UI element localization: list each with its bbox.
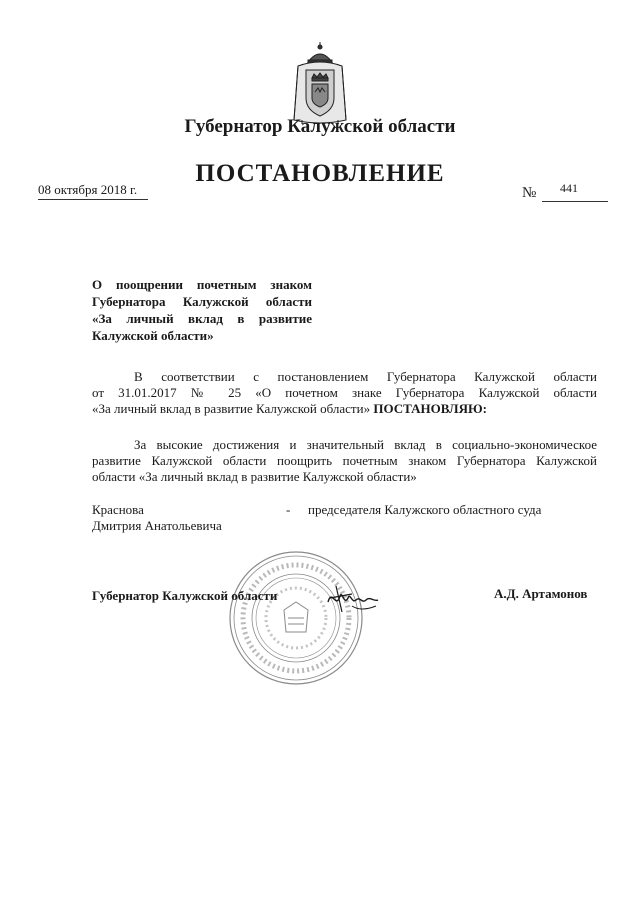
document-date: 08 октября 2018 г. [38, 182, 148, 200]
signer-name: А.Д. Артамонов [494, 586, 588, 601]
recipient-dash: - [286, 502, 291, 517]
paragraph-line: За высокие достижения и значительный вклад в социально-экономическое [134, 437, 597, 452]
document-number [522, 181, 610, 203]
preamble-paragraph [92, 369, 597, 417]
recipient-surname: Краснова [92, 502, 144, 517]
subject-line: Калужской области» [92, 328, 214, 343]
operative-paragraph [92, 437, 597, 485]
coat-of-arms-icon [288, 40, 352, 126]
number-value: 441 [560, 181, 578, 195]
paragraph-text: «За личный вклад в развитие Калужской области» [92, 401, 371, 416]
subject-line: Губернатора Калужской области [92, 294, 312, 309]
issuing-authority: Губернатор Калужской области [184, 116, 456, 137]
number-sign: № [522, 185, 537, 201]
paragraph-line: В соответствии с постановлением Губернатора Калужской области [134, 369, 597, 384]
paragraph-line: развитие Калужской области поощрить почетным знаком Губернатора Калужской [92, 453, 597, 468]
recipient-position: председателя Калужского областного суда [308, 502, 542, 517]
handwritten-signature [322, 580, 382, 616]
signer-title: Губернатор Калужской области [92, 588, 278, 603]
subject-line: «За личный вклад в развитие [92, 311, 312, 326]
document-subject [92, 276, 312, 344]
recipient-name [92, 502, 222, 534]
paragraph-line: от 31.01.2017 № 25 «О почетном знаке Губернатора Калужской области [92, 385, 597, 400]
paragraph-line [92, 401, 597, 417]
paragraph-line: области «За личный вклад в развитие Калужской области» [92, 469, 417, 484]
official-seal-icon [226, 548, 366, 688]
recipient-given-names: Дмитрия Анатольевича [92, 518, 222, 533]
decree-keyword: ПОСТАНОВЛЯЮ: [373, 401, 487, 416]
subject-line: О поощрении почетным знаком [92, 277, 312, 292]
document-type-title: ПОСТАНОВЛЕНИЕ [195, 160, 445, 187]
number-underline [542, 201, 608, 202]
